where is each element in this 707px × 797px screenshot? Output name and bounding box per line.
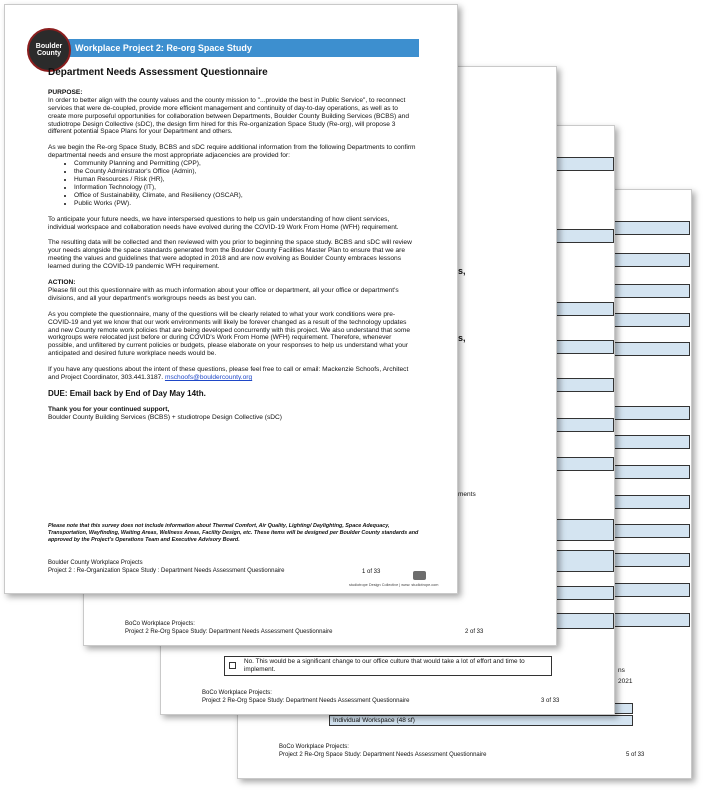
footer-line-2: Project 2 : Re-Organization Space Study : Department Needs Assessment Questionnaire <box>48 567 285 574</box>
questionnaire-intro <box>48 69 418 422</box>
footer <box>125 621 332 636</box>
department-item: • Office of Sustainability, Climate, and Resiliency (OSCAR), <box>74 192 418 200</box>
footer-line-1: BoCo Workplace Projects: <box>279 744 349 750</box>
department-item: • the County Administrator's Office (Admin), <box>74 168 418 176</box>
text-fragment: ments <box>458 491 476 498</box>
due-date: DUE: Email back by End of Day May 14th. <box>48 389 206 398</box>
purpose-paragraph-1: In order to better align with the county values and the county mission to "...provide the best in Public Service", to reconnect services that were de-coupled, provide more efficient management and continuity of day-to-day operations, as well as to create more purposeful opportunities for collaboration between Departments, Boulder County Building Services (BCBS) and studiotrope Design Collective (sDC), the design firm hired for this Re-organization Space Study (Re-org), will propose 3 different potential Space Plans for your Department and others. <box>48 96 410 136</box>
footer-line-2: Project 2 Re-Org Space Study: Department Needs Assessment Questionnaire <box>125 628 333 635</box>
contact-paragraph <box>48 366 418 382</box>
footer-line-1: Boulder County Workplace Projects <box>48 560 143 566</box>
page-number: 2 of 33 <box>465 629 484 635</box>
page-1 <box>4 4 458 594</box>
footer-line-1: BoCo Workplace Projects: <box>202 690 272 696</box>
answer-field[interactable] <box>551 586 614 600</box>
department-item: • Community Planning and Permitting (CPP), <box>74 160 418 168</box>
page-number: 3 of 33 <box>541 698 560 704</box>
checkbox[interactable] <box>229 662 236 669</box>
purpose-paragraph-2: As we begin the Re-org Space Study, BCBS and sDC require additional information from the following Departments to confirm departmental needs and ensure the most appropriate adjacencies are provided for: <box>48 144 416 160</box>
text-fragment: s, <box>458 333 466 343</box>
title-banner <box>67 39 419 57</box>
checkbox-option-row[interactable] <box>224 656 552 676</box>
purpose-heading: PURPOSE: <box>48 88 83 96</box>
contact-text: If you have any questions about the intent of these questions, please feel free to call or email: Mackenzie Schoofs, Architect and Project Coordinator, 303.441.3187. <box>48 366 409 382</box>
banner-title: Workplace Project 2: Re-org Space Study <box>75 43 252 53</box>
text-fragment: ns <box>618 667 625 674</box>
thanks-line: Thank you for your continued support, <box>48 405 170 413</box>
signoff: Boulder County Building Services (BCBS) + studiotrope Design Collective (sDC) <box>48 413 282 421</box>
studio-credit: studiotrope Design Collective | www. studiotrope.com <box>349 583 439 587</box>
action-paragraph-1: Please fill out this questionnaire with as much information about your office or department, all your office or department's divisions, and all your department's workgroups needs as best you can. <box>48 286 399 302</box>
purpose-paragraph-4: The resulting data will be collected and then reviewed with you prior to beginning the space study. BCBS and sDC will review your needs alongside the space standards generated from the Boulder County Facilities Master Plan to ensure that we are meeting the values and guidelines that were adopted in 2018 and are now evolving as Boulder County embraces lessons learned during the COVID-19 pandemic WFH requirement. <box>48 239 412 271</box>
page-number: 1 of 33 <box>362 569 381 575</box>
action-paragraph-2: As you complete the questionnaire, many of the questions will be clearly related to what your work conditions were pre-COVID-19 and yet we know that our work environments will likely be forever changed as a result of the technology updates and new County remote work policies that are being developed concurrently with this project. We also understand that some workgroups were relocated just before or during COVID's Work From Home (WFH) requirement. Therefore, whenever possible, and unfiltered by current policies or budgets, please elaborate on your responses to help us understand what your anticipated and desired future workplace needs would be. <box>48 310 410 358</box>
text-fragment: s, <box>458 266 466 276</box>
boulder-county-logo <box>27 28 71 72</box>
individual-workspace-row[interactable] <box>329 715 633 726</box>
purpose-paragraph-3: To anticipate your future needs, we have interspersed questions to help us gain understanding of how client services, individual workspace and collaboration needs have evolved during the COVID-19 Work From Home (WFH) requirement. <box>48 215 399 231</box>
individual-workspace-row-label: Individual Workspace (48 sf) <box>333 717 415 724</box>
department-item: • Public Works (PW). <box>74 200 418 208</box>
disclaimer-note: Please note that this survey does not include information about Thermal Comfort, Air Quality, Lighting/ Daylighting, Space Adequacy, Transportation, Wayfinding, Waiting Areas, Wellness Areas, Facility Design, etc. These items will be designed per Boulder County standards and approved by the Project's Operations Team and Executive Advisory Board. <box>48 523 419 543</box>
footer <box>202 690 409 705</box>
footer <box>279 744 486 759</box>
department-list <box>48 160 418 207</box>
department-item: • Human Resources / Risk (HR), <box>74 176 418 184</box>
text-fragment: 2021 <box>618 678 633 685</box>
logo-text: Boulder County <box>35 42 63 57</box>
footer-line-2: Project 2 Re-Org Space Study: Department Needs Assessment Questionnaire <box>279 751 487 758</box>
action-heading: ACTION: <box>48 279 76 287</box>
footer-line-1: BoCo Workplace Projects: <box>125 621 195 627</box>
document-title: Department Needs Assessment Questionnaire <box>48 67 268 78</box>
checkbox-option-label: No. This would be a significant change to our office culture that would take a lot of effort and time to implement. <box>244 658 525 673</box>
footer-line-2: Project 2 Re-Org Space Study: Department Needs Assessment Questionnaire <box>202 697 410 704</box>
answer-field[interactable] <box>551 613 614 629</box>
footer <box>48 560 284 575</box>
studiotrope-logo-icon <box>413 571 426 580</box>
contact-email-link[interactable]: mschoofs@bouldercounty.org <box>164 374 253 382</box>
page-number: 5 of 33 <box>626 752 645 758</box>
department-item: • Information Technology (IT), <box>74 184 418 192</box>
